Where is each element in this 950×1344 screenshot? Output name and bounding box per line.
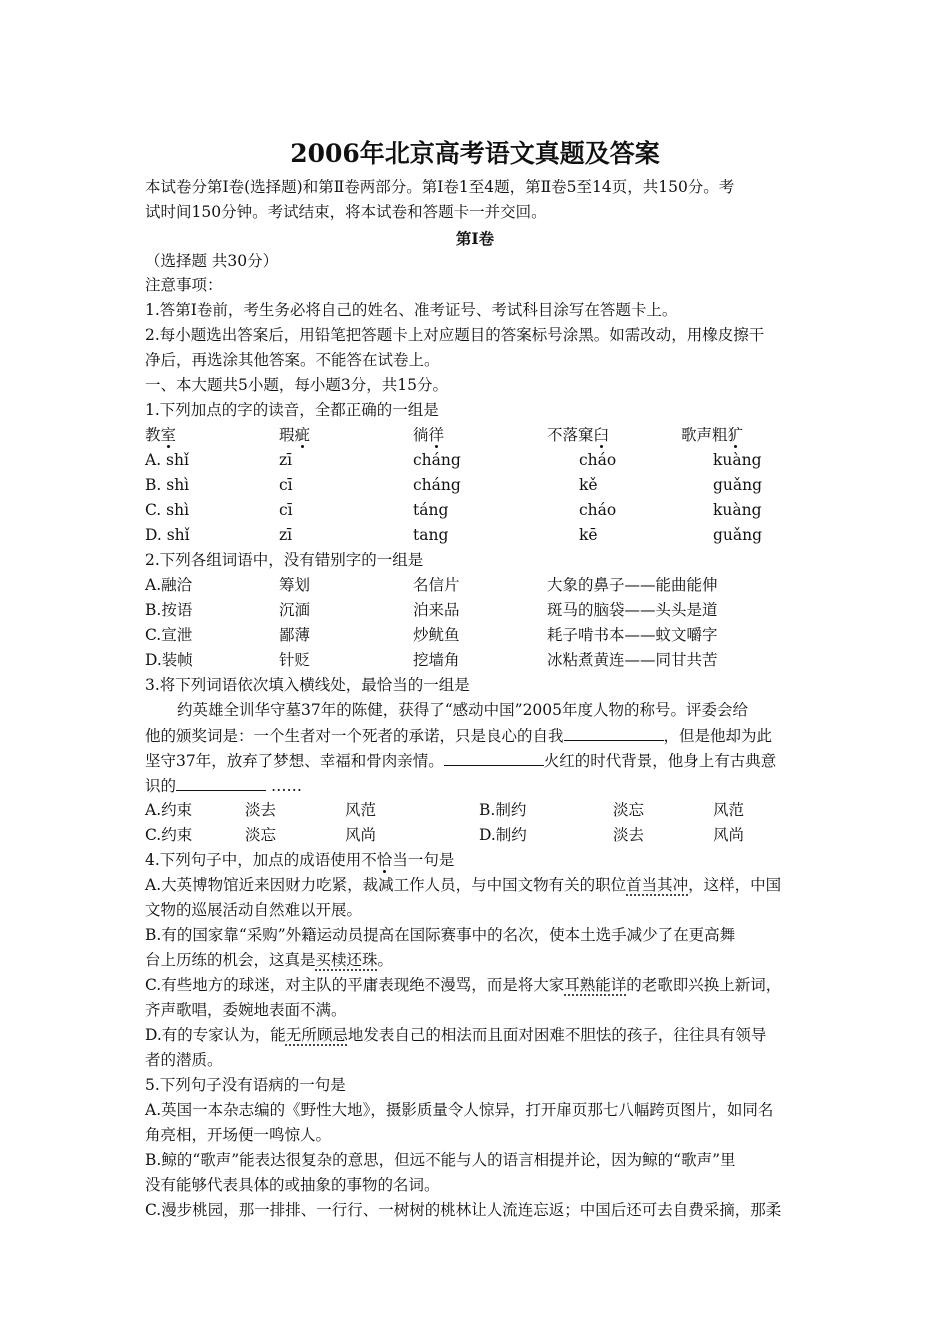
q5-option-a-line-1: A.英国一本杂志编的《野性大地》，摄影质量令人惊异，打开扉页那七八幅跨页图片，如同名 [145,1101,774,1119]
notes-title: 注意事项： [145,276,223,294]
q5-stem: 5.下列句子没有语病的一句是 [145,1076,346,1094]
q4-option-d-line-1: D.有的专家认为，能无所顾忌地发表自己的相法而且面对困难不胆怯的孩子，往往具有领导 [145,1026,767,1044]
note-1: 1.答第Ⅰ卷前，考生务必将自己的姓名、准考证号、考试科目涂写在答题卡上。 [145,301,678,319]
q3-options-row-2: C.约束 淡忘 风尚 D.制约 淡去 风尚 [145,826,745,844]
part-1-heading: 一、本大题共5小题，每小题3分，共15分。 [145,376,448,394]
q2-option-c: C.宣泄 鄙薄 炒鱿鱼 耗子啃书本——蚊文嚼字 [145,626,718,644]
q5-option-a-line-2: 角亮相，开场便一鸣惊人。 [145,1126,332,1144]
section-heading: 第Ⅰ卷 [455,229,495,248]
q3-passage-line-3: 坚守37年，放弃了梦想、幸福和骨肉亲情。 火红的时代背景，他身上有古典意 [145,749,776,772]
q1-word-2: 瑕疵 [279,426,311,444]
q3-options-row-1: A.约束 淡去 风范 B.制约 淡忘 风范 [145,801,745,819]
q4-option-b-line-1: B.有的国家靠“采购”外籍运动员提高在国际赛事中的名次，使本土选手减少了在更高舞 [145,926,736,944]
q3-stem: 3.将下列词语依次填入横线处，最恰当的一组是 [145,676,470,694]
q4-option-d-line-2: 者的潜质。 [145,1051,223,1069]
note-2-line-2: 净后，再选涂其他答案。不能答在试卷上。 [145,351,440,369]
q4-option-c-line-2: 齐声歌唱，委婉地表面不满。 [145,1001,347,1019]
intro-line-2: 试时间150分钟。考试结束，将本试卷和答题卡一并交回。 [145,203,547,221]
q1-option-b: B. shì cī cháng kě guǎng [145,476,763,494]
q1-word-5: 歌声粗犷 [681,426,744,444]
q1-word-4: 不落窠臼 [547,426,610,444]
section-subheading: （选择题 共30分） [145,252,279,270]
q1-option-d: D. shǐ zī tang kē guǎng [145,526,763,544]
q1-stem: 1.下列加点的字的读音，全都正确的一组是 [145,401,439,419]
q4-option-a-line-2: 文物的巡展活动自然难以开展。 [145,901,363,919]
q3-passage-line-4: 识的 …… [145,774,302,797]
q2-stem: 2.下列各组词语中，没有错别字的一组是 [145,551,424,569]
q2-option-b: B.按语 沉湎 泊来品 斑马的脑袋——头头是道 [145,601,718,619]
q1-word-3: 徜徉 [413,426,445,444]
q1-option-c: C. shì cī táng cháo kuàng [145,501,762,519]
q5-option-b-line-1: B.鲸的“歌声”能表达很复杂的意思，但远不能与人的语言相提并论，因为鲸的“歌声”里 [145,1151,736,1169]
intro-line-1: 本试卷分第Ⅰ卷(选择题)和第Ⅱ卷两部分。第Ⅰ卷1至4题，第Ⅱ卷5至14页，共150分。考 [145,178,735,196]
q4-stem: 4.下列句子中，加点的成语使用不恰当一句是 [145,851,455,869]
q5-option-c-line-1: C.漫步桃园，那一排排、一行行、一树树的桃林让人流连忘返；中国后还可去自费采摘，那柔 [145,1201,782,1219]
q3-passage-line-2: 他的颁奖词是：一个生者对一个死者的承诺，只是良心的自我 ，但是他却为此 [145,724,772,747]
q2-option-a: A.融洽 筹划 名信片 大象的鼻子——能曲能伸 [145,576,718,594]
q4-option-a-line-1: A.大英博物馆近来因财力吃紧，裁减工作人员，与中国文物有关的职位首当其冲，这样，中国 [145,876,782,894]
document-title: 2006年北京高考语文真题及答案 [290,139,660,168]
q5-option-b-line-2: 没有能够代表具体的或抽象的事物的名词。 [145,1176,440,1194]
q4-option-c-line-1: C.有些地方的球迷，对主队的平庸表现绝不漫骂，而是将大家耳熟能详的老歌即兴换上新词， [145,976,782,994]
q1-word-1: 教室 [145,426,177,444]
q2-option-d: D.装帧 针贬 挖墙角 冰粘煮黄连——同甘共苦 [145,651,718,669]
q1-option-a: A. shǐ zī cháng cháo kuàng [145,451,762,469]
q4-option-b-line-2: 台上历练的机会，这真是买椟还珠。 [145,951,394,969]
q3-passage-line-1: 约英雄全训华守墓37年的陈健，获得了“感动中国”2005年度人物的称号。评委会给 [177,701,749,719]
note-2-line-1: 2.每小题选出答案后，用铅笔把答题卡上对应题目的答案标号涂黑。如需改动，用橡皮擦干 [145,326,765,344]
q3-blank-2 [444,749,544,766]
q3-blank-3 [176,774,266,791]
q3-blank-1 [564,724,664,741]
q1-words [145,424,815,446]
